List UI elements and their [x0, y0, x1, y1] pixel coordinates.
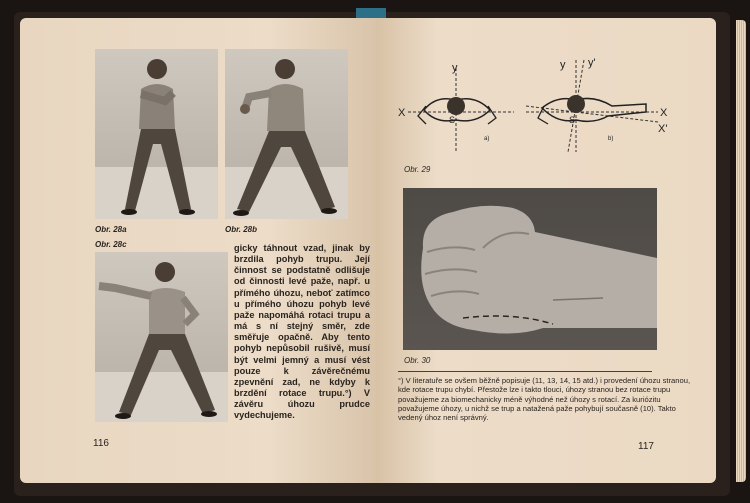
label-s-b: S — [569, 115, 576, 125]
label-s-a: S — [449, 115, 456, 125]
caption-28c: Obr. 28c — [95, 240, 127, 249]
page-edges — [736, 20, 746, 482]
axis-label-y-b: y — [560, 59, 566, 71]
right-page — [376, 18, 716, 483]
axis-label-x-b: X — [660, 107, 668, 119]
caption-30: Obr. 30 — [404, 356, 431, 365]
axis-label-y-a: y — [452, 62, 458, 74]
body-text — [234, 243, 370, 422]
footnote-divider — [398, 371, 652, 372]
axis-label-x-prime: X' — [658, 123, 668, 135]
figure-29-diagram — [396, 40, 696, 155]
page-number-left: 116 — [93, 438, 109, 449]
axis-label-x-a: X — [398, 107, 406, 119]
body-paragraph: gicky táhnout vzad, jinak by brzdila pohyb trupu. Její činnost se podstatně odlišuje od činnosti levé paže, např. u přímého úhozu, neboť zatímco u přímého úhozu pohyb levé paže napomáhá rotaci trupu a má s ní stejný směr, zde směřuje opačně. Aby tento pohyb nepůsobil rušivě, musí být velmi jemný a musí vést pouze k závěrečnému zpevnění zad, ne kdyby k brzdění rotace trupu.°) V závěru úhozu prudce vydechujeme. — [234, 243, 370, 421]
photo-28c — [95, 252, 228, 422]
bookmark-ribbon — [356, 8, 386, 18]
photo-30-fist — [403, 188, 657, 350]
photo-28a — [95, 49, 218, 219]
left-page — [20, 18, 376, 483]
footnote: °) V literatuře se ovšem běžně popisuje (11, 13, 14, 15 atd.) i provedení úhozu stranou, kde rotace trupu chybí. Přestože lze i takto tlouci, úhozy stranou bez rotace trupu považujeme za biomechanicky méně výhodné než úhozy s rotací. Za kuriózitu považujeme úhozy, u nichž se trup a natažená paže pohybují současně (10). Takto vedený úhoz není správný. — [398, 376, 691, 423]
photo-28b — [225, 49, 348, 219]
caption-28b: Obr. 28b — [225, 225, 258, 234]
caption-29: Obr. 29 — [404, 165, 431, 174]
sub-label-b: b) — [608, 136, 614, 142]
sub-label-a: a) — [484, 136, 490, 142]
page-number-right: 117 — [638, 441, 654, 452]
caption-28a: Obr. 28a — [95, 225, 127, 234]
axis-label-y-prime: y' — [588, 57, 596, 69]
